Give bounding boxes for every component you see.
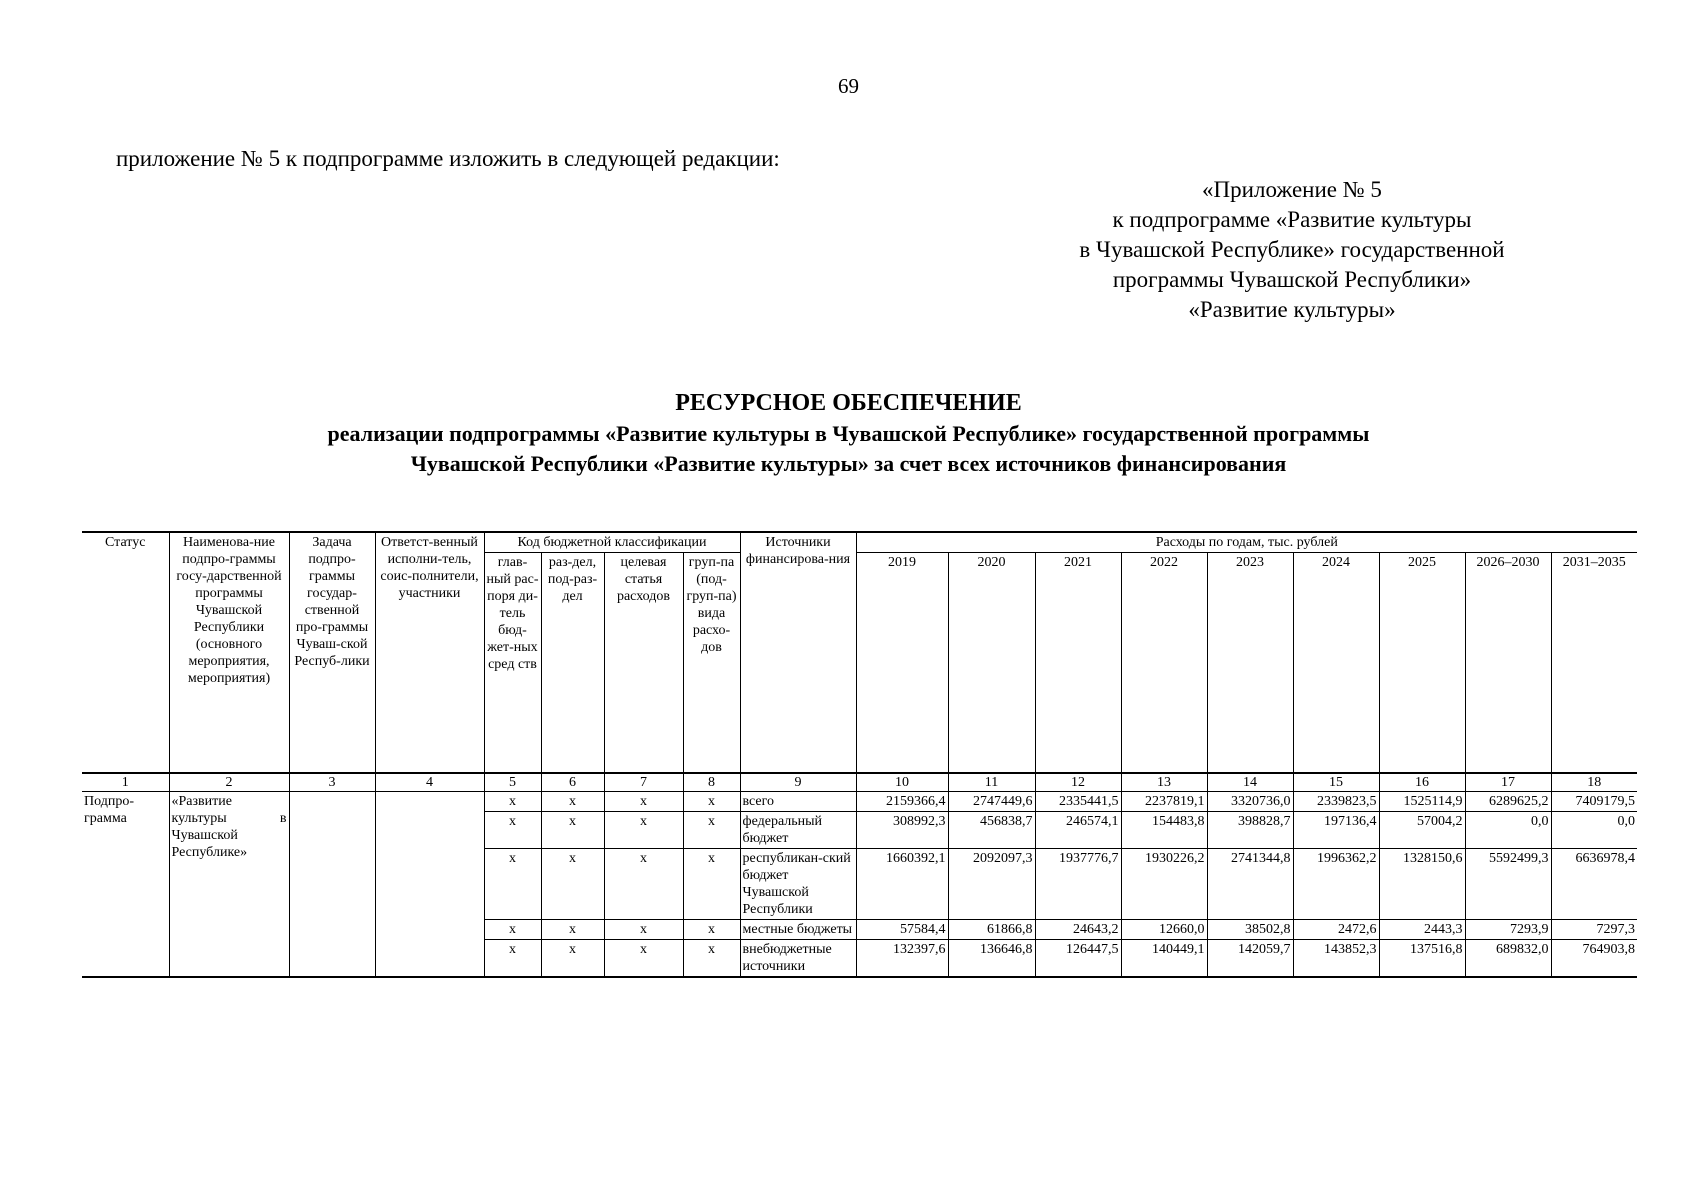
value-cell: 689832,0 <box>1465 939 1551 977</box>
header-section: раз-дел, под-раз-дел <box>541 553 604 773</box>
header-year: 2031–2035 <box>1551 553 1637 773</box>
value-cell: 6636978,4 <box>1551 848 1637 919</box>
value-cell: 2747449,6 <box>948 791 1035 811</box>
code-cell: х <box>604 848 683 919</box>
source-cell: всего <box>740 791 856 811</box>
code-cell: х <box>604 939 683 977</box>
resource-table-container <box>82 531 1636 978</box>
value-cell: 7297,3 <box>1551 919 1637 939</box>
column-number: 3 <box>289 773 375 792</box>
value-cell: 57004,2 <box>1379 811 1465 848</box>
header-expenses-by-year: Расходы по годам, тыс. рублей <box>856 532 1637 553</box>
column-number: 17 <box>1465 773 1551 792</box>
value-cell: 142059,7 <box>1207 939 1293 977</box>
page-number: 69 <box>838 74 859 98</box>
header-year: 2024 <box>1293 553 1379 773</box>
value-cell: 0,0 <box>1551 811 1637 848</box>
code-cell: х <box>683 939 740 977</box>
code-cell: х <box>541 919 604 939</box>
value-cell: 2339823,5 <box>1293 791 1379 811</box>
column-number: 5 <box>484 773 541 792</box>
column-number: 13 <box>1121 773 1207 792</box>
executor-cell <box>375 791 484 977</box>
task-cell <box>289 791 375 977</box>
value-cell: 398828,7 <box>1207 811 1293 848</box>
header-year: 2026–2030 <box>1465 553 1551 773</box>
appendix-line: к подпрограмме «Развитие культуры <box>1112 207 1472 232</box>
header-task: Задача подпро-граммы государ-ственной про-граммы Чуваш-ской Респуб-лики <box>289 532 375 773</box>
code-cell: х <box>484 939 541 977</box>
source-cell: местные бюджеты <box>740 919 856 939</box>
column-number: 16 <box>1379 773 1465 792</box>
table-row <box>82 791 1637 811</box>
value-cell: 1930226,2 <box>1121 848 1207 919</box>
value-cell: 2443,3 <box>1379 919 1465 939</box>
value-cell: 132397,6 <box>856 939 948 977</box>
column-number: 14 <box>1207 773 1293 792</box>
header-executor: Ответст-венный исполни-тель, соис-полнители, участники <box>375 532 484 773</box>
value-cell: 3320736,0 <box>1207 791 1293 811</box>
column-numbers-row <box>82 773 1637 792</box>
column-number: 6 <box>541 773 604 792</box>
code-cell: х <box>604 811 683 848</box>
program-name-cell: «Развитие культуры в Чувашской Республике» <box>169 791 289 977</box>
code-cell: х <box>484 848 541 919</box>
value-cell: 456838,7 <box>948 811 1035 848</box>
title-line-1: РЕСУРСНОЕ ОБЕСПЕЧЕНИЕ <box>675 390 1022 416</box>
header-year: 2020 <box>948 553 1035 773</box>
appendix-line: в Чувашской Республике» государственной <box>1079 237 1505 262</box>
value-cell: 126447,5 <box>1035 939 1121 977</box>
value-cell: 246574,1 <box>1035 811 1121 848</box>
value-cell: 1328150,6 <box>1379 848 1465 919</box>
column-number: 9 <box>740 773 856 792</box>
header-name: Наименова-ние подпро-граммы госу-дарственной программы Чувашской Республики (основного мероприятия, мероприятия) <box>169 532 289 773</box>
value-cell: 2092097,3 <box>948 848 1035 919</box>
column-number: 1 <box>82 773 169 792</box>
column-number: 2 <box>169 773 289 792</box>
header-year: 2019 <box>856 553 948 773</box>
value-cell: 7293,9 <box>1465 919 1551 939</box>
column-number: 11 <box>948 773 1035 792</box>
source-cell: республикан-ский бюджет Чувашской Республики <box>740 848 856 919</box>
title-line-2: реализации подпрограммы «Развитие культуры в Чувашской Республике» государственной программы <box>327 421 1370 446</box>
value-cell: 140449,1 <box>1121 939 1207 977</box>
value-cell: 61866,8 <box>948 919 1035 939</box>
appendix-line: «Развитие культуры» <box>1188 297 1396 322</box>
value-cell: 2741344,8 <box>1207 848 1293 919</box>
header-year: 2022 <box>1121 553 1207 773</box>
value-cell: 2159366,4 <box>856 791 948 811</box>
code-cell: х <box>683 811 740 848</box>
header-budget-code: Код бюджетной классификации <box>484 532 740 553</box>
value-cell: 137516,8 <box>1379 939 1465 977</box>
code-cell: х <box>484 811 541 848</box>
header-chief-manager: глав-ный рас-поря ди-тель бюд-жет-ных сред ств <box>484 553 541 773</box>
code-cell: х <box>683 791 740 811</box>
source-cell: федеральный бюджет <box>740 811 856 848</box>
value-cell: 2472,6 <box>1293 919 1379 939</box>
header-target-item: целевая статья расходов <box>604 553 683 773</box>
intro-text: приложение № 5 к подпрограмме изложить в следующей редакции: <box>116 146 780 171</box>
document-title <box>0 387 1697 479</box>
column-number: 10 <box>856 773 948 792</box>
value-cell: 12660,0 <box>1121 919 1207 939</box>
column-number: 7 <box>604 773 683 792</box>
column-number: 4 <box>375 773 484 792</box>
value-cell: 24643,2 <box>1035 919 1121 939</box>
value-cell: 1996362,2 <box>1293 848 1379 919</box>
header-year: 2021 <box>1035 553 1121 773</box>
source-cell: внебюджетные источники <box>740 939 856 977</box>
column-number: 15 <box>1293 773 1379 792</box>
value-cell: 1525114,9 <box>1379 791 1465 811</box>
value-cell: 1937776,7 <box>1035 848 1121 919</box>
value-cell: 136646,8 <box>948 939 1035 977</box>
header-status: Статус <box>82 532 169 773</box>
code-cell: х <box>683 919 740 939</box>
code-cell: х <box>541 939 604 977</box>
value-cell: 764903,8 <box>1551 939 1637 977</box>
code-cell: х <box>541 811 604 848</box>
title-line-3: Чувашской Республики «Развитие культуры» за счет всех источников финансирования <box>410 451 1287 476</box>
value-cell: 5592499,3 <box>1465 848 1551 919</box>
value-cell: 154483,8 <box>1121 811 1207 848</box>
value-cell: 197136,4 <box>1293 811 1379 848</box>
header-year: 2025 <box>1379 553 1465 773</box>
code-cell: х <box>541 848 604 919</box>
value-cell: 2335441,5 <box>1035 791 1121 811</box>
value-cell: 143852,3 <box>1293 939 1379 977</box>
code-cell: х <box>484 919 541 939</box>
value-cell: 6289625,2 <box>1465 791 1551 811</box>
code-cell: х <box>683 848 740 919</box>
header-year: 2023 <box>1207 553 1293 773</box>
value-cell: 2237819,1 <box>1121 791 1207 811</box>
value-cell: 7409179,5 <box>1551 791 1637 811</box>
resource-table <box>82 531 1637 978</box>
appendix-header <box>1012 175 1572 325</box>
value-cell: 57584,4 <box>856 919 948 939</box>
code-cell: х <box>484 791 541 811</box>
code-cell: х <box>541 791 604 811</box>
appendix-line: программы Чувашской Республики» <box>1112 267 1472 292</box>
appendix-line: «Приложение № 5 <box>1202 177 1382 202</box>
header-sources: Источники финансирова-ния <box>740 532 856 773</box>
value-cell: 308992,3 <box>856 811 948 848</box>
value-cell: 1660392,1 <box>856 848 948 919</box>
value-cell: 0,0 <box>1465 811 1551 848</box>
column-number: 18 <box>1551 773 1637 792</box>
value-cell: 38502,8 <box>1207 919 1293 939</box>
column-number: 8 <box>683 773 740 792</box>
code-cell: х <box>604 791 683 811</box>
column-number: 12 <box>1035 773 1121 792</box>
code-cell: х <box>604 919 683 939</box>
header-expense-group: груп-па (под-груп-па) вида расхо-дов <box>683 553 740 773</box>
status-cell: Подпро-грамма <box>82 791 169 977</box>
